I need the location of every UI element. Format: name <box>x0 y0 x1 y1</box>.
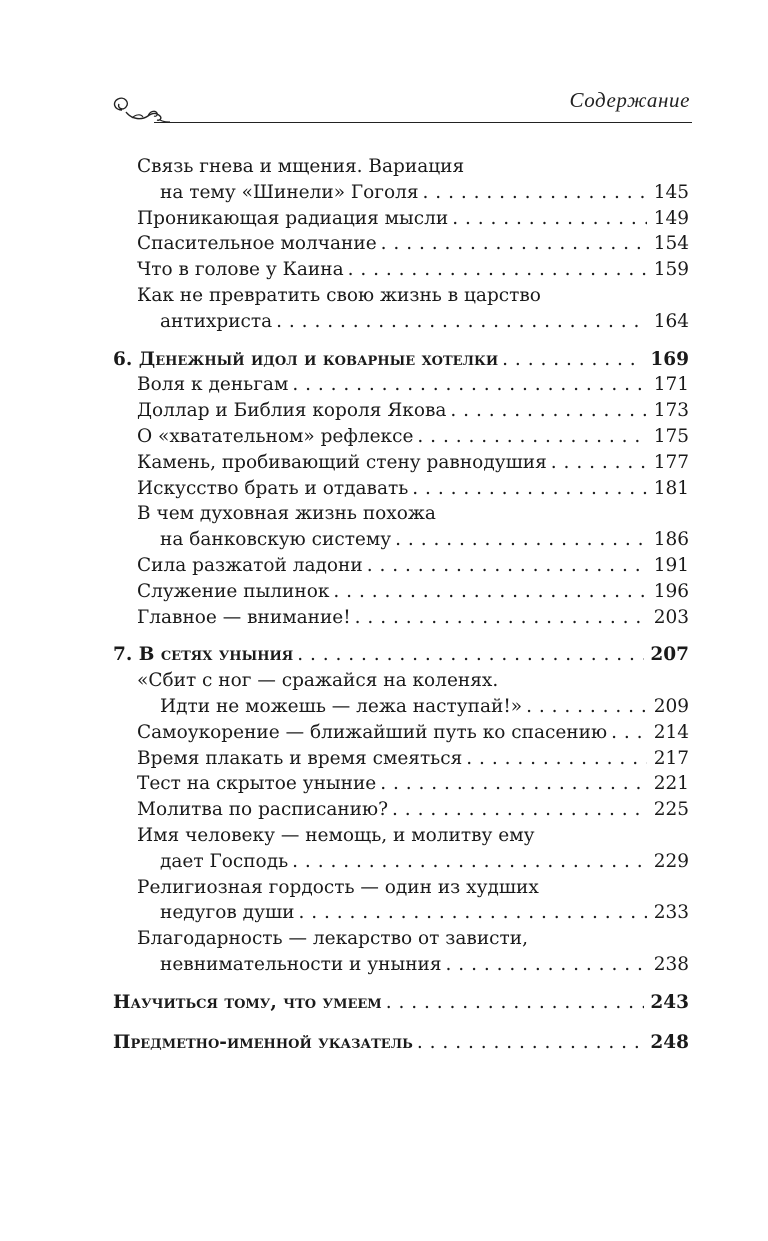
toc-leader-dots <box>526 694 647 720</box>
toc-page-number: 203 <box>653 606 689 628</box>
toc-entry <box>113 926 689 952</box>
toc-entry-title: Молитва по расписанию? <box>137 799 389 821</box>
toc-entry <box>113 952 689 978</box>
running-header <box>108 84 692 130</box>
toc-leader-dots <box>417 424 647 450</box>
toc-entry <box>113 527 689 553</box>
toc-entry <box>113 476 689 502</box>
toc-entry-title: Идти не можешь — лежа наступай!» <box>160 695 523 717</box>
toc-page-number: 233 <box>653 902 689 924</box>
toc-page-number: 238 <box>653 953 689 975</box>
table-of-contents <box>113 154 689 1055</box>
toc-entry-title: Спасительное молчание <box>137 233 377 255</box>
toc-entry <box>113 231 689 257</box>
toc-page-number: 145 <box>653 181 689 203</box>
toc-page-number: 196 <box>653 580 689 602</box>
toc-leader-dots <box>446 952 647 978</box>
toc-entry <box>113 694 689 720</box>
toc-entry-title: Проникающая радиация мысли <box>137 207 449 229</box>
toc-page-number: 169 <box>650 348 689 370</box>
toc-chapter-title: 6. Денежный идол и коварные хотелки <box>113 348 499 370</box>
toc-chapter-title: Научиться тому, что умеем <box>113 991 382 1013</box>
toc-entry-title: Самоукорение — ближайший путь ко спасению <box>137 721 608 743</box>
toc-entry <box>113 206 689 232</box>
toc-entry-title: Тест на скрытое уныние <box>137 773 377 795</box>
toc-entry <box>113 668 689 694</box>
toc-leader-dots <box>299 900 648 926</box>
toc-entry <box>113 720 689 746</box>
toc-page-number: 154 <box>653 233 689 255</box>
toc-page-number: 171 <box>653 374 689 396</box>
toc-leader-dots <box>348 257 647 283</box>
toc-entry-title: Доллар и Библия короля Якова <box>137 400 447 422</box>
toc-entry-title: Благодарность — лекарство от зависти, <box>137 928 528 950</box>
toc-entry-title: Религиозная гордость — один из худших <box>137 876 539 898</box>
toc-leader-dots <box>297 642 644 668</box>
toc-leader-dots <box>423 180 647 206</box>
running-header-title: Содержание <box>569 88 690 112</box>
toc-entry <box>113 501 689 527</box>
toc-chapter <box>113 1030 689 1056</box>
toc-entry <box>113 257 689 283</box>
toc-chapter <box>113 347 689 373</box>
toc-entry-title: Воля к деньгам <box>137 374 289 396</box>
toc-leader-dots <box>292 849 647 875</box>
toc-leader-dots <box>333 579 647 605</box>
toc-entry <box>113 579 689 605</box>
toc-chapter <box>113 642 689 668</box>
toc-entry-title: Имя человеку — немощь, и молитву ему <box>137 824 535 846</box>
toc-entry-title: «Сбит с ног — сражайся на коленях. <box>137 670 499 692</box>
toc-leader-dots <box>381 231 647 257</box>
toc-chapter-title: 7. В сетях уныния <box>113 644 294 666</box>
toc-page-number: 214 <box>653 721 689 743</box>
toc-entry <box>113 746 689 772</box>
toc-entry <box>113 283 689 309</box>
toc-entry <box>113 309 689 335</box>
toc-entry-title: О «хватательном» рефлексе <box>137 425 414 447</box>
toc-entry <box>113 849 689 875</box>
toc-page-number: 177 <box>653 451 689 473</box>
toc-entry-title: на банковскую систему <box>160 529 392 551</box>
toc-chapter-title: Предметно-именной указатель <box>113 1031 413 1053</box>
toc-entry-title: на тему «Шинели» Гоголя <box>160 181 419 203</box>
toc-entry-title: В чем духовная жизнь похожа <box>137 503 436 525</box>
toc-page-number: 225 <box>653 799 689 821</box>
toc-leader-dots <box>551 450 647 476</box>
toc-entry <box>113 875 689 901</box>
toc-entry <box>113 823 689 849</box>
toc-entry-title: Камень, пробивающий стену равнодушия <box>137 451 547 473</box>
toc-leader-dots <box>466 746 647 772</box>
toc-leader-dots <box>395 527 647 553</box>
toc-leader-dots <box>611 720 647 746</box>
toc-page-number: 248 <box>650 1031 689 1053</box>
toc-page-number: 217 <box>653 747 689 769</box>
toc-entry <box>113 771 689 797</box>
toc-entry-title: невнимательности и уныния <box>160 953 442 975</box>
toc-leader-dots <box>452 206 647 232</box>
toc-entry-title: недугов души <box>160 902 295 924</box>
toc-entry <box>113 450 689 476</box>
toc-entry-title: Время плакать и время смеяться <box>137 747 463 769</box>
toc-page-number: 191 <box>653 554 689 576</box>
toc-chapter <box>113 990 689 1016</box>
header-rule <box>154 122 692 123</box>
toc-entry <box>113 797 689 823</box>
toc-page-number: 175 <box>653 425 689 447</box>
toc-leader-dots <box>386 990 645 1016</box>
toc-page-number: 207 <box>650 644 689 666</box>
toc-leader-dots <box>292 372 647 398</box>
toc-page-number: 164 <box>653 310 689 332</box>
toc-leader-dots <box>380 771 647 797</box>
toc-entry <box>113 398 689 424</box>
toc-entry <box>113 553 689 579</box>
toc-entry <box>113 154 689 180</box>
toc-entry-title: антихриста <box>160 310 273 332</box>
toc-entry <box>113 900 689 926</box>
toc-entry <box>113 605 689 631</box>
toc-leader-dots <box>412 476 647 502</box>
toc-entry <box>113 372 689 398</box>
toc-leader-dots <box>276 309 647 335</box>
toc-entry-title: Искусство брать и отдавать <box>137 477 409 499</box>
toc-page-number: 173 <box>653 400 689 422</box>
toc-leader-dots <box>392 797 647 823</box>
toc-entry-title: Служение пылинок <box>137 580 330 602</box>
toc-entry-title: Что в голове у Каина <box>137 259 344 281</box>
toc-entry-title: Как не превратить свою жизнь в царство <box>137 284 541 306</box>
toc-page-number: 149 <box>653 207 689 229</box>
toc-entry-title: Связь гнева и мщения. Вариация <box>137 156 465 177</box>
toc-entry-title: дает Господь <box>160 850 289 872</box>
toc-page-number: 209 <box>653 695 689 717</box>
toc-page-number: 243 <box>650 991 689 1013</box>
toc-page-number: 181 <box>653 477 689 499</box>
toc-entry <box>113 180 689 206</box>
toc-page-number: 229 <box>653 850 689 872</box>
toc-leader-dots <box>417 1030 644 1056</box>
toc-entry-title: Сила разжатой ладони <box>137 554 363 576</box>
toc-entry-title: Главное — внимание! <box>137 606 351 628</box>
toc-entry <box>113 424 689 450</box>
toc-leader-dots <box>367 553 647 579</box>
toc-page-number: 159 <box>653 259 689 281</box>
toc-leader-dots <box>355 605 647 631</box>
toc-leader-dots <box>450 398 647 424</box>
toc-page-number: 186 <box>653 529 689 551</box>
toc-page-number: 221 <box>653 773 689 795</box>
toc-leader-dots <box>502 347 644 373</box>
